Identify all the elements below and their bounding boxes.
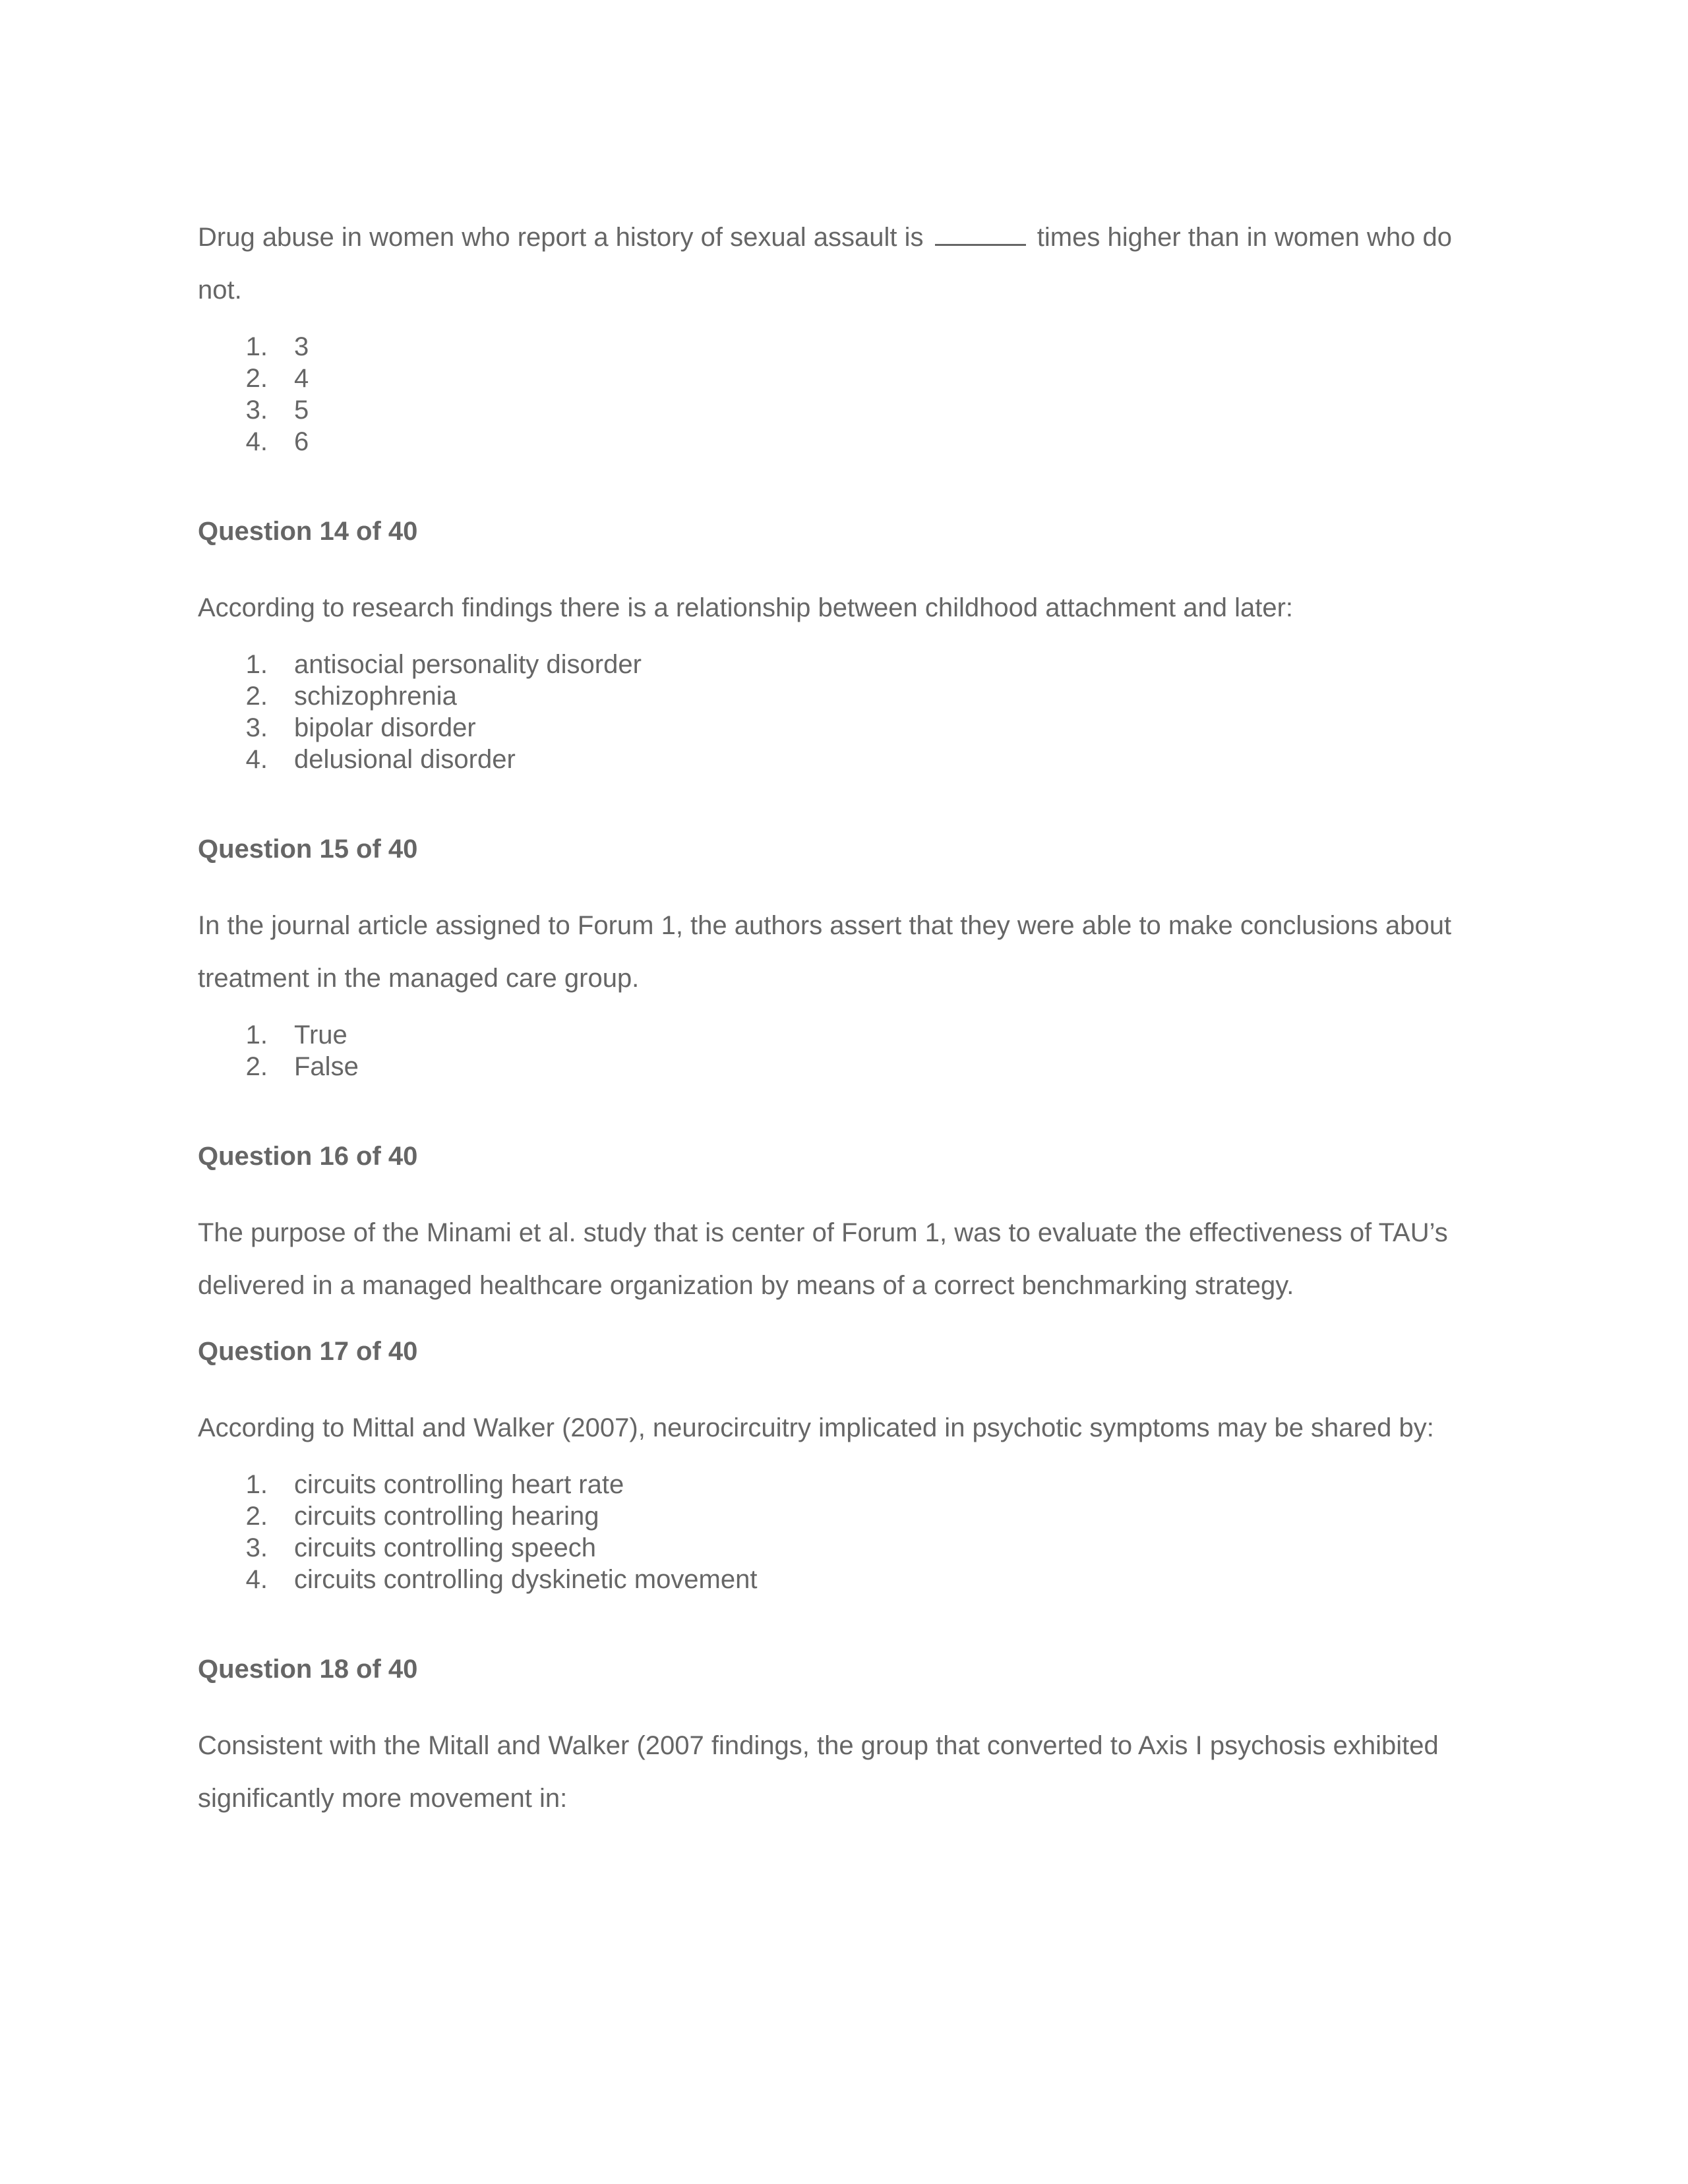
question-15-options <box>198 1019 1490 1082</box>
list-item <box>198 744 1490 775</box>
option-text: circuits controlling hearing <box>294 1502 599 1531</box>
option-number: 1. <box>245 1470 268 1499</box>
option-text: antisocial personality disorder <box>294 650 642 679</box>
list-item <box>198 1532 1490 1564</box>
document-page <box>198 211 1490 1825</box>
question-text-part: Drug abuse in women who report a history of sexual assault is <box>198 223 924 252</box>
option-text: 6 <box>294 427 309 456</box>
question-13-text <box>198 211 1490 316</box>
option-text: 3 <box>294 332 309 361</box>
option-text: circuits controlling dyskinetic movement <box>294 1565 758 1594</box>
question-17-heading: Question 17 of 40 <box>198 1337 418 1366</box>
option-text: circuits controlling speech <box>294 1533 596 1562</box>
list-item <box>198 1051 1490 1082</box>
question-16-text: The purpose of the Minami et al. study that is center of Forum 1, was to evaluate the effectiveness of TAU’s delivered in a managed healthcare organization by means of a correct benchmarking strategy. <box>198 1218 1448 1300</box>
option-text: bipolar disorder <box>294 713 476 742</box>
list-item <box>198 1500 1490 1532</box>
option-number: 2. <box>245 1502 268 1531</box>
option-number: 2. <box>245 1052 268 1081</box>
question-16-heading: Question 16 of 40 <box>198 1142 418 1171</box>
question-15-text: In the journal article assigned to Forum 1, the authors assert that they were able to make conclusions about treatment in the managed care group. <box>198 911 1452 993</box>
question-13-options <box>198 331 1490 457</box>
option-number: 2. <box>245 682 268 711</box>
option-number: 3. <box>245 713 268 742</box>
option-number: 4. <box>245 427 268 456</box>
answer-blank <box>935 224 1026 246</box>
list-item <box>198 426 1490 457</box>
option-text: schizophrenia <box>294 682 457 711</box>
list-item <box>198 712 1490 744</box>
option-text: circuits controlling heart rate <box>294 1470 624 1499</box>
option-number: 3. <box>245 1533 268 1562</box>
option-text: False <box>294 1052 359 1081</box>
list-item <box>198 680 1490 712</box>
question-14-options <box>198 649 1490 775</box>
question-18-heading: Question 18 of 40 <box>198 1655 418 1684</box>
list-item <box>198 1469 1490 1500</box>
option-number: 1. <box>245 1020 268 1049</box>
option-number: 1. <box>245 332 268 361</box>
list-item <box>198 1019 1490 1051</box>
question-15-heading: Question 15 of 40 <box>198 835 418 864</box>
option-text: True <box>294 1020 347 1049</box>
list-item <box>198 363 1490 394</box>
question-14-heading: Question 14 of 40 <box>198 517 418 546</box>
question-18-text: Consistent with the Mitall and Walker (2007 findings, the group that converted to Axis I psychosis exhibited significantly more movement in: <box>198 1731 1439 1813</box>
question-text-part: times higher than in women who do not. <box>198 223 1453 305</box>
question-14-text: According to research findings there is a relationship between childhood attachment and later: <box>198 593 1293 622</box>
list-item <box>198 331 1490 363</box>
option-number: 3. <box>245 396 268 425</box>
question-17-text: According to Mittal and Walker (2007), neurocircuitry implicated in psychotic symptoms may be shared by: <box>198 1413 1434 1442</box>
list-item <box>198 1564 1490 1595</box>
option-number: 1. <box>245 650 268 679</box>
option-text: 4 <box>294 364 309 393</box>
option-number: 2. <box>245 364 268 393</box>
list-item <box>198 394 1490 426</box>
option-number: 4. <box>245 745 268 774</box>
option-text: delusional disorder <box>294 745 516 774</box>
list-item <box>198 649 1490 680</box>
option-text: 5 <box>294 396 309 425</box>
option-number: 4. <box>245 1565 268 1594</box>
question-17-options <box>198 1469 1490 1595</box>
